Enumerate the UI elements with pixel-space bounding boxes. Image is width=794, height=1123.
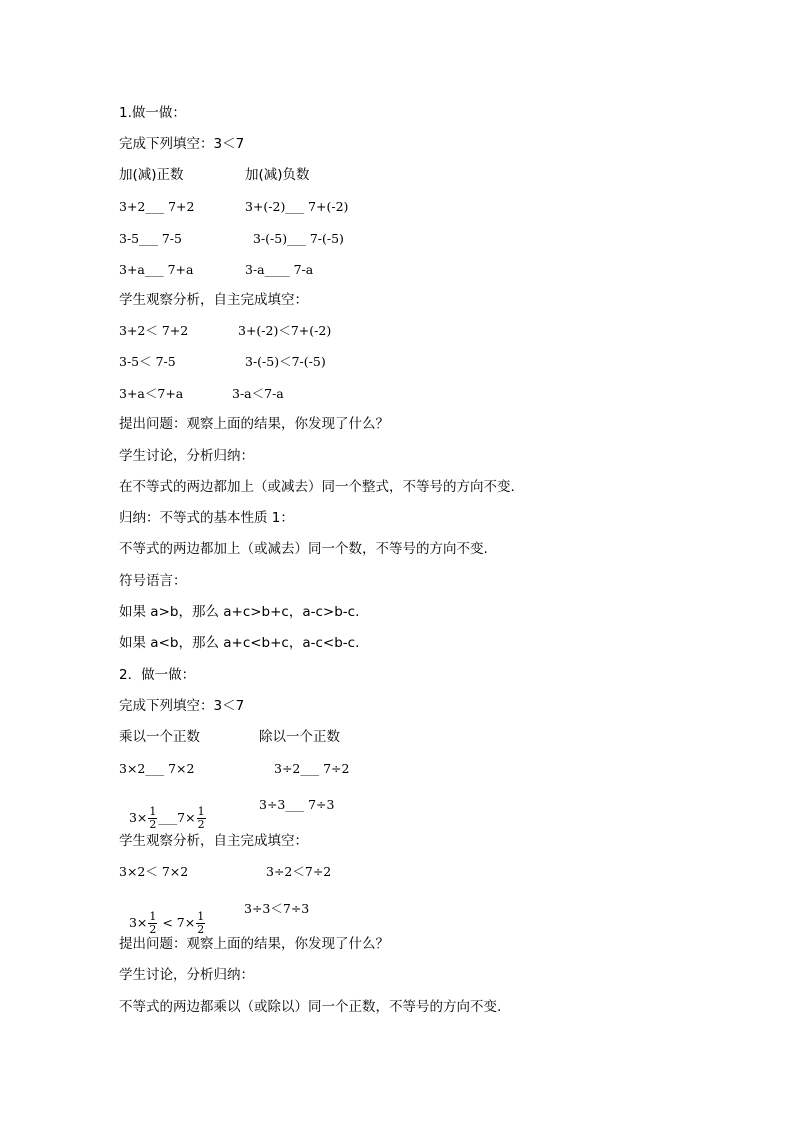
discussion-1: 学生讨论，分析归纳： (119, 448, 254, 464)
property-1-heading: 归纳：不等式的基本性质 1： (119, 510, 294, 526)
student-analysis-2: 学生观察分析，自主完成填空： (119, 833, 308, 849)
section-1-heading: 1.做一做： (119, 105, 186, 121)
answer-add-a: 3+a＜7+a (119, 386, 184, 401)
answer-multiply-half (121, 893, 206, 936)
answer-sub-a: 3-a＜7-a (232, 386, 284, 401)
fill-instruction-2: 完成下列填空：3＜7 (119, 698, 245, 714)
answer-half-left: 3× (128, 915, 148, 930)
section-2-heading: 2．做一做： (119, 667, 196, 683)
question-2: 提出问题：观察上面的结果，你发现了什么？ (119, 936, 389, 952)
student-analysis-1: 学生观察分析，自主完成填空： (119, 292, 308, 308)
fraction-half: $\frac{1}{2}$ (149, 805, 157, 831)
column-header-positive: 加(减)正数 (119, 167, 184, 183)
exercise-multiply-2: 3×2___ 7×2 (119, 761, 195, 776)
exercise-add-a: 3+a___ 7+a (119, 262, 194, 277)
fraction-half: $\frac{1}{2}$ (149, 910, 157, 936)
answer-add-negative: 3+(-2)＜7+(-2) (238, 323, 332, 338)
exercise-multiply-half (121, 788, 207, 831)
answer-divide-3: 3÷3＜7÷3 (244, 901, 310, 916)
discussion-2: 学生讨论，分析归纳： (119, 967, 254, 983)
answer-half-less: < 7× (158, 915, 196, 930)
multiply-half-blank: ___7× (158, 810, 196, 825)
exercise-add-positive: 3+2___ 7+2 (119, 199, 195, 214)
answer-divide-2: 3÷2＜7÷2 (266, 864, 332, 879)
fraction-half: $\frac{1}{2}$ (197, 910, 205, 936)
column-header-divide: 除以一个正数 (259, 729, 340, 745)
multiply-half-left: 3× (128, 810, 148, 825)
exercise-add-negative: 3+(-2)___ 7+(-2) (245, 199, 349, 214)
fraction-half: $\frac{1}{2}$ (197, 805, 205, 831)
conclusion-1: 在不等式的两边都加上（或减去）同一个整式，不等号的方向不变. (119, 479, 515, 495)
exercise-sub-negative: 3-(-5)___ 7-(-5) (253, 231, 344, 246)
answer-sub-positive: 3-5＜ 7-5 (119, 354, 176, 369)
symbol-rule-less: 如果 a<b，那么 a+c<b+c，a-c<b-c. (119, 635, 360, 651)
exercise-divide-2: 3÷2___ 7÷2 (274, 761, 350, 776)
exercise-sub-a: 3-a____ 7-a (245, 262, 314, 277)
fill-instruction: 完成下列填空：3＜7 (119, 136, 245, 152)
exercise-sub-positive: 3-5___ 7-5 (119, 231, 182, 246)
column-header-negative: 加(减)负数 (245, 167, 310, 183)
answer-add-positive: 3+2＜ 7+2 (119, 323, 189, 338)
question-1: 提出问题：观察上面的结果，你发现了什么？ (119, 416, 389, 432)
answer-sub-negative: 3-(-5)＜7-(-5) (245, 354, 326, 369)
symbol-rule-greater: 如果 a>b，那么 a+c>b+c，a-c>b-c. (119, 604, 360, 620)
conclusion-2: 不等式的两边都乘以（或除以）同一个正数，不等号的方向不变. (119, 999, 502, 1015)
property-1-text: 不等式的两边都加上（或减去）同一个数，不等号的方向不变. (119, 541, 488, 557)
symbol-language-heading: 符号语言： (119, 573, 187, 589)
column-header-multiply: 乘以一个正数 (119, 729, 200, 745)
exercise-divide-3: 3÷3___ 7÷3 (259, 797, 335, 812)
answer-multiply-2: 3×2＜ 7×2 (119, 864, 189, 879)
